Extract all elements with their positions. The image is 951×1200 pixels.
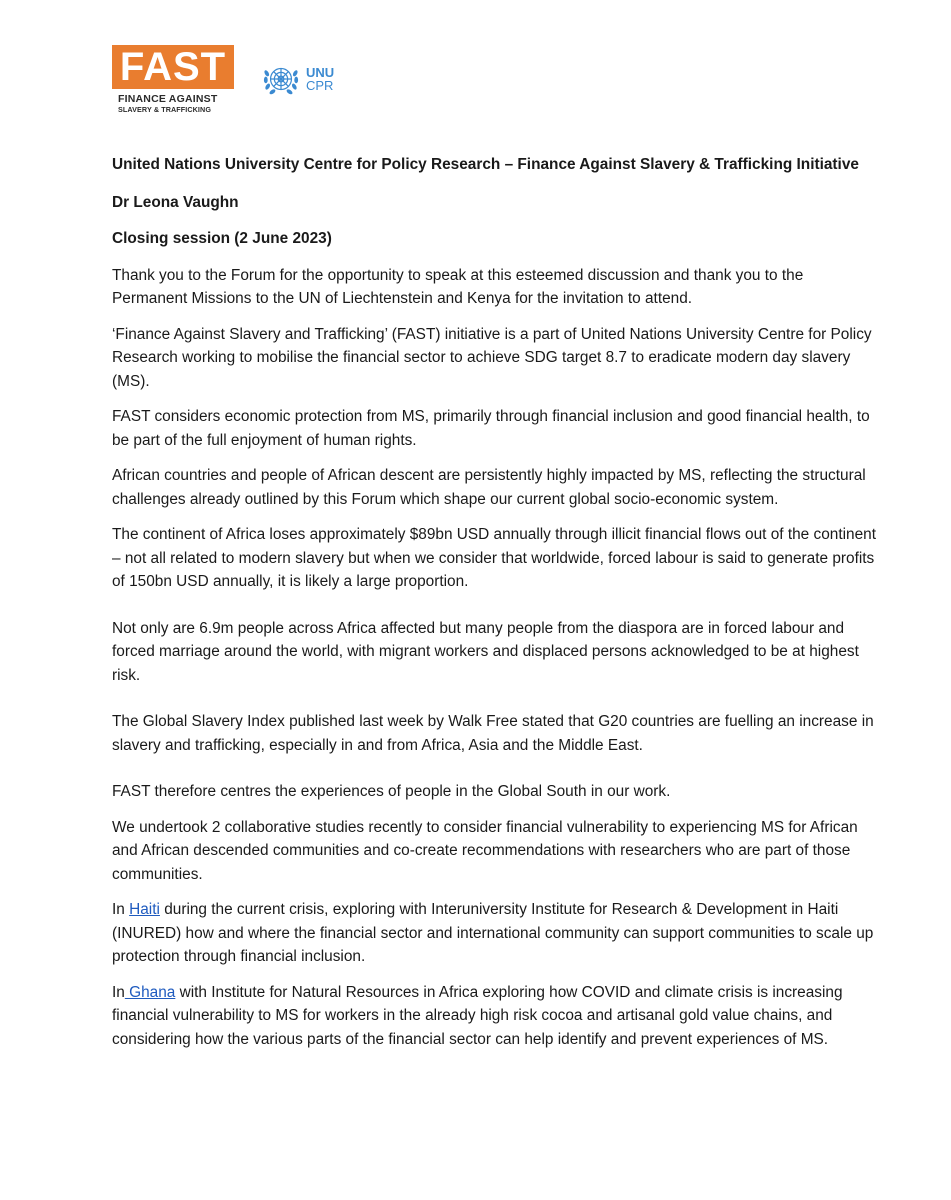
haiti-prefix: In <box>112 901 130 918</box>
paragraph-haiti <box>112 898 882 969</box>
unu-label: UNU <box>306 65 335 80</box>
paragraph-fast-intro: ‘Finance Against Slavery and Trafficking’ (FAST) initiative is a part of United Nations University Centre for Policy Research working to mobilise the financial sector to achieve SDG target 8.7 to eradicate modern day slavery (MS). <box>112 325 872 390</box>
unu-cpr-wordmark <box>306 66 334 92</box>
fast-logo-line2: SLAVERY & TRAFFICKING <box>118 105 212 114</box>
fast-logo-mark: FAST <box>112 45 234 89</box>
header-logos <box>112 45 334 117</box>
paragraph-illicit-flows: The continent of Africa loses approximately $89bn USD annually through illicit financial flows out of the continent – not all related to modern slavery but when we consider that worldwide, forced labour is said to generate profits of 150bn USD annually, it is likely a large proportion. <box>112 526 876 590</box>
paragraph-global-slavery-index: The Global Slavery Index published last week by Walk Free stated that G20 countries are fuelling an increase in slavery and trafficking, especially in and from Africa, Asia and the Middle East. <box>112 713 874 754</box>
un-emblem-icon <box>262 60 300 98</box>
ghana-prefix: In <box>112 983 125 1001</box>
org-title: United Nations University Centre for Policy Research – Finance Against Slavery & Trafficking Initiative <box>112 156 859 173</box>
ghana-link[interactable]: Ghana <box>124 983 176 1001</box>
fast-logo-line1: FINANCE AGAINST <box>118 93 218 105</box>
speaker-name: Dr Leona Vaughn <box>112 193 239 211</box>
fast-logo <box>112 45 236 114</box>
paragraph-ghana <box>112 981 882 1052</box>
paragraph-diaspora: Not only are 6.9m people across Africa affected but many people from the diaspora are in forced labour and forced marriage around the world, with migrant workers and displaced persons acknowledged to be at highest risk. <box>112 619 859 684</box>
paragraph-studies: We undertook 2 collaborative studies recently to consider financial vulnerability to experiencing MS for African and African descended communities and co-create recommendations with researchers who are part of those communities. <box>112 818 858 883</box>
haiti-text: during the current crisis, exploring with Interuniversity Institute for Research & Development in Haiti (INURED) how and where the financial sector and international community can support communities to scale up protection through financial inclusion. <box>112 901 874 965</box>
paragraph-thanks: Thank you to the Forum for the opportunity to speak at this esteemed discussion and thank you to the Permanent Missions to the UN of Liechtenstein and Kenya for the invitation to attend. <box>112 266 804 307</box>
paragraph-global-south: FAST therefore centres the experiences of people in the Global South in our work. <box>112 783 671 800</box>
session-title: Closing session (2 June 2023) <box>112 230 332 247</box>
ghana-text: with Institute for Natural Resources in Africa exploring how COVID and climate crisis is increasing financial vulnerability to MS for workers in the already high risk cocoa and artisanal gold value chains, and considering how the various parts of the financial sector can help identify and prevent experiences of MS. <box>112 983 843 1048</box>
paragraph-economic-protection: FAST considers economic protection from MS, primarily through financial inclusion and good financial health, to be part of the full enjoyment of human rights. <box>112 408 870 449</box>
paragraph-african-impact: African countries and people of African descent are persistently highly impacted by MS, reflecting the structural challenges already outlined by this Forum which shape our current global socio-economic system. <box>112 467 866 508</box>
statement-document <box>112 153 882 1051</box>
haiti-link[interactable]: Haiti <box>129 901 160 918</box>
unu-cpr-logo <box>262 60 334 98</box>
cpr-label: CPR <box>306 78 334 93</box>
